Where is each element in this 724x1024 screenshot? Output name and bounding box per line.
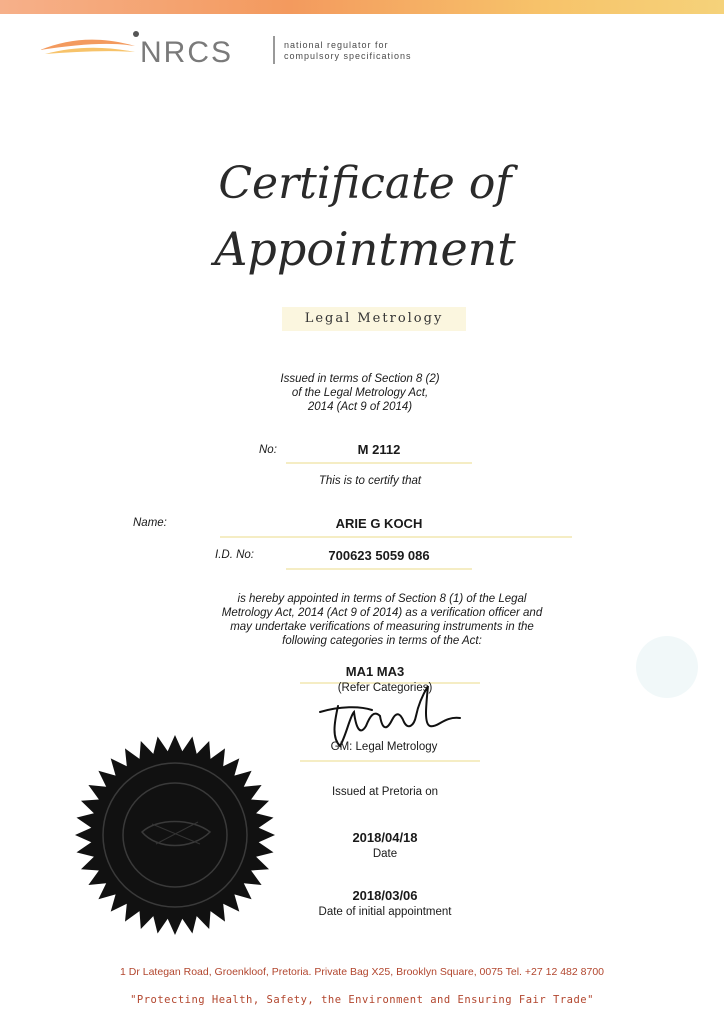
appointment-line: may undertake verifications of measuring instruments in the (230, 621, 534, 633)
appointment-line: following categories in terms of the Act: (282, 635, 482, 647)
id-underline (286, 568, 472, 570)
issued-terms-block (250, 372, 470, 414)
logo-tagline (284, 40, 424, 62)
issued-terms-line: 2014 (Act 9 of 2014) (307, 401, 413, 413)
embossed-seal-icon (72, 732, 278, 938)
name-underline (220, 536, 572, 538)
number-underline (286, 462, 472, 464)
appointment-line: Metrology Act, 2014 (Act 9 of 2014) as a verification officer and (221, 607, 543, 619)
signatory-underline (300, 760, 480, 762)
initial-appointment-label: Date of initial appointment (318, 906, 452, 918)
issue-date: 2018/04/18 (352, 830, 418, 845)
certify-text: This is to certify that (318, 475, 422, 487)
faint-stamp-mark (636, 636, 698, 698)
subtitle-legal-metrology: Legal Metrology (282, 307, 466, 331)
nrcs-logo (40, 28, 420, 72)
top-color-strip (0, 0, 724, 14)
title-line-2: Appointment (214, 222, 516, 276)
id-number: 700623 5059 086 (328, 548, 430, 563)
categories-value: MA1 MA3 (345, 664, 405, 679)
appointment-text (206, 592, 558, 648)
issued-at-text: Issued at Pretoria on (331, 786, 439, 798)
issued-terms-line: of the Legal Metrology Act, (291, 387, 429, 399)
name-label: Name: (133, 517, 167, 529)
title-line-1: Certificate of (218, 158, 512, 209)
tagline-line-2: compulsory specifications (284, 51, 412, 61)
svg-text:NRCS: NRCS (140, 36, 234, 69)
footer-address: 1 Dr Lategan Road, Groenkloof, Pretoria. Private Bag X25, Brooklyn Square, 0075 Tel. +27 12 482 8700 (120, 966, 604, 978)
categories-note: (Refer Categories) (337, 682, 433, 694)
appointment-line: is hereby appointed in terms of Section 8 (1) of the Legal (237, 593, 527, 605)
number-label: No: (259, 444, 277, 456)
footer-slogan: "Protecting Health, Safety, the Environment and Ensuring Fair Trade" (130, 994, 594, 1006)
issued-terms-line: Issued in terms of Section 8 (2) (280, 373, 440, 385)
signatory-title: GM: Legal Metrology (330, 741, 438, 753)
certificate-number: M 2112 (357, 442, 401, 457)
nrcs-logo-icon (40, 28, 280, 72)
tagline-line-1: national regulator for (284, 40, 389, 50)
holder-name: ARIE G KOCH (335, 516, 423, 531)
id-label: I.D. No: (215, 549, 254, 561)
initial-appointment-date: 2018/03/06 (352, 888, 418, 903)
issue-date-label: Date (372, 848, 398, 860)
